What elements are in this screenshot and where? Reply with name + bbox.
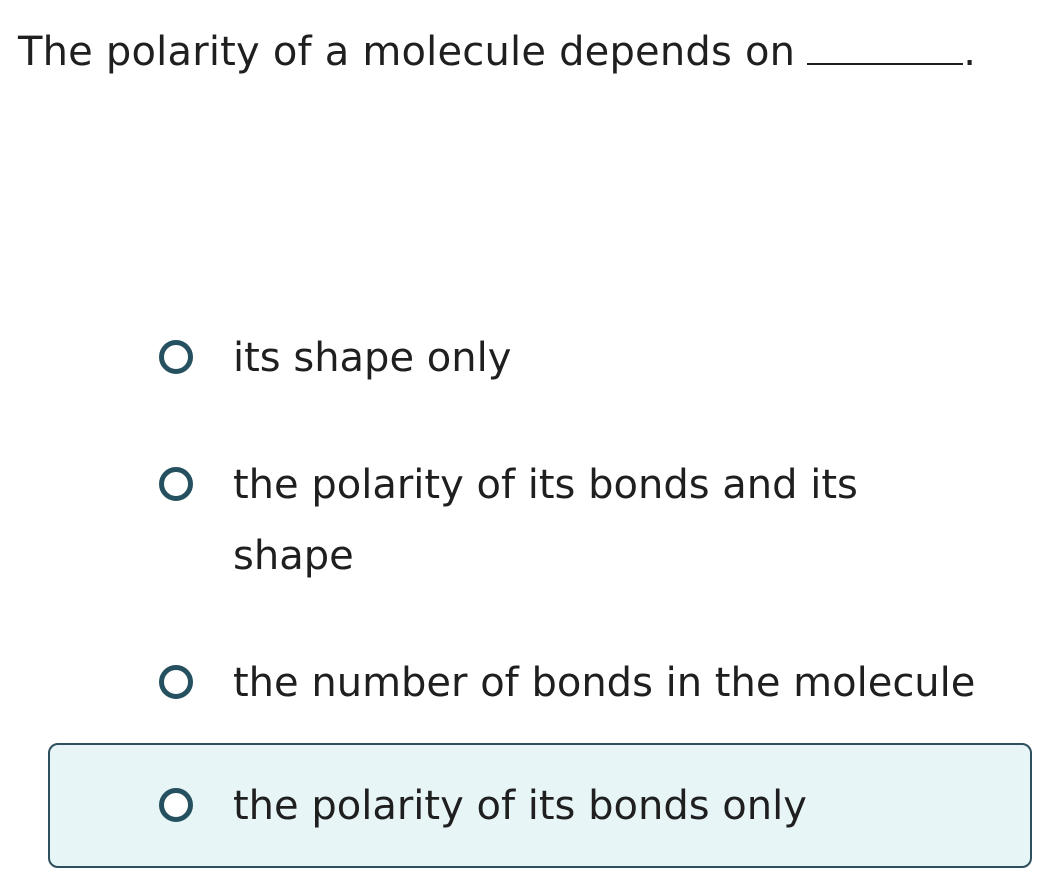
radio-button[interactable] [159,340,193,374]
choice-polarity-bonds-only[interactable] [48,743,1032,868]
choice-its-shape-only[interactable] [48,323,1032,395]
radio-button[interactable] [159,665,193,699]
question-prompt [18,26,976,78]
answer-blank [807,29,963,65]
choice-polarity-bonds-and-shape[interactable] [48,450,1032,590]
choice-number-of-bonds[interactable] [48,648,1032,720]
choice-label: its shape only [233,335,512,381]
radio-button[interactable] [159,467,193,501]
choice-label: the polarity of its bonds only [233,783,807,829]
radio-button[interactable] [159,788,193,822]
choice-label: the polarity of its bonds and its shape [233,462,858,579]
choice-label: the number of bonds in the molecule [233,660,976,706]
question-end-punct: . [963,29,977,75]
question-text: The polarity of a molecule depends on [18,29,796,75]
